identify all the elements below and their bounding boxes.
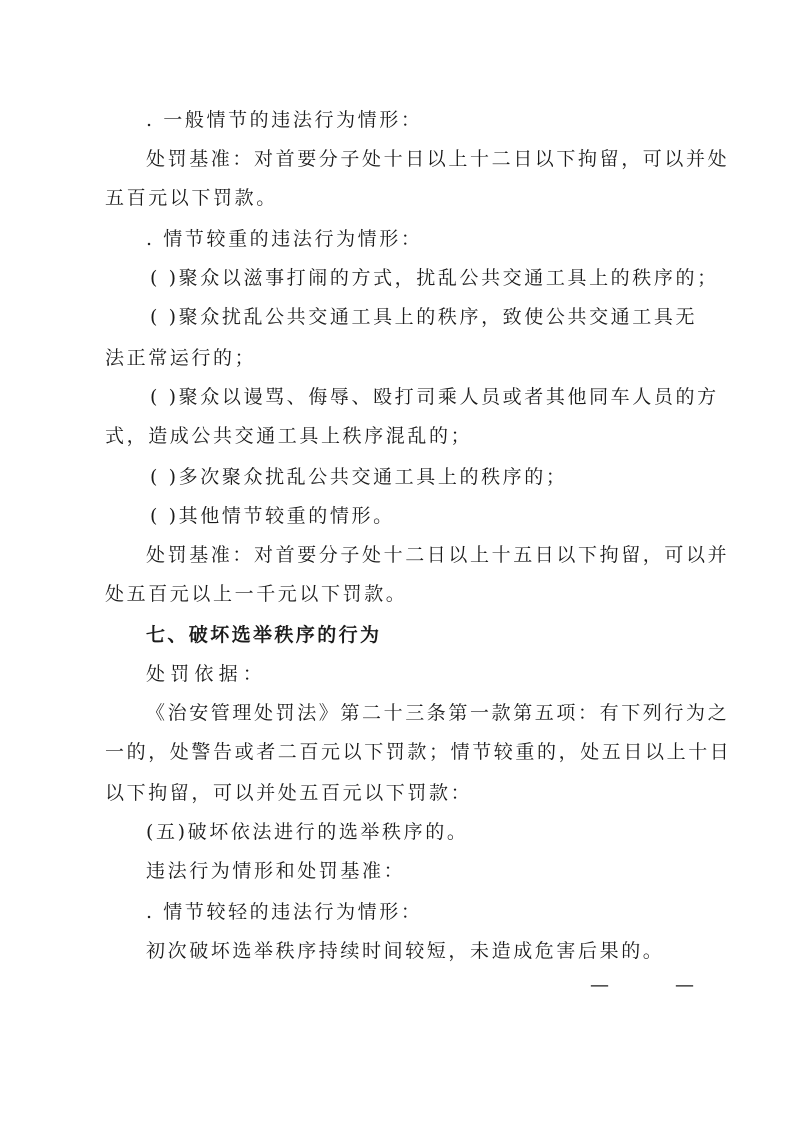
subheading-minor-circumstances: . 情节较轻的违法行为情形：	[146, 901, 423, 923]
penalty-basis-label: 处罚依据：	[146, 663, 268, 685]
serious-item-2: ( )聚众扰乱公共交通工具上的秩序，致使公共交通工具无	[150, 306, 698, 328]
subheading-serious-circumstances: . 情节较重的违法行为情形：	[146, 228, 423, 250]
law-citation-cont-1: 一的，处警告或者二百元以下罚款；情节较重的，处五日以上十日	[105, 741, 732, 763]
law-citation-cont-2: 以下拘留，可以并处五百元以下罚款：	[105, 782, 473, 804]
penalty-standard-general: 处罚基准：对首要分子处十日以上十二日以下拘留，可以并处	[146, 148, 730, 170]
serious-item-2-cont: 法正常运行的；	[105, 347, 257, 369]
law-citation: 《治安管理处罚法》第二十三条第一款第五项：有下列行为之	[146, 702, 730, 724]
serious-item-5: ( )其他情节较重的情形。	[150, 505, 395, 527]
serious-item-3-cont: 式，造成公共交通工具上秩序混乱的；	[105, 425, 473, 447]
penalty-standard-general-cont: 五百元以下罚款。	[105, 187, 278, 209]
serious-item-4: ( )多次聚众扰乱公共交通工具上的秩序的；	[150, 466, 568, 488]
law-item-five: (五)破坏依法进行的选举秩序的。	[146, 821, 469, 843]
circumstances-and-standards-label: 违法行为情形和处罚基准：	[146, 860, 406, 882]
penalty-standard-serious-cont: 处五百元以上一千元以下罚款。	[105, 583, 408, 605]
section-heading-election-order: 七、破坏选举秩序的行为	[146, 624, 382, 646]
penalty-standard-serious: 处罚基准：对首要分子处十二日以上十五日以下拘留，可以并	[146, 544, 730, 566]
serious-item-3: ( )聚众以谩骂、侮辱、殴打司乘人员或者其他同车人员的方	[150, 386, 719, 408]
minor-circumstance-text: 初次破坏选举秩序持续时间较短，未造成危害后果的。	[146, 940, 665, 962]
serious-item-1: ( )聚众以滋事打闹的方式，扰乱公共交通工具上的秩序的；	[150, 267, 719, 289]
page-number-mark: — —	[590, 974, 725, 996]
subheading-general-circumstances: . 一般情节的违法行为情形：	[146, 109, 423, 131]
